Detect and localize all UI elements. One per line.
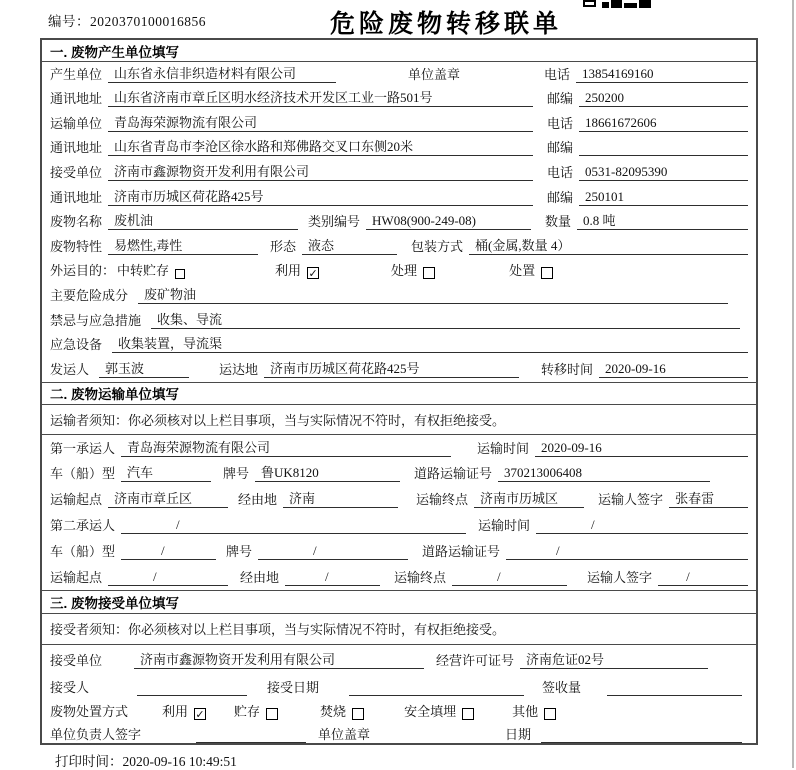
disposal-label: 废物处置方式 [50, 703, 129, 719]
unit-seal-label: 单位盖章 [318, 726, 371, 742]
plate2-label: 牌号 [226, 543, 253, 559]
end1-value: 济南市历城区 [474, 488, 584, 508]
receiver-notice-text: 接受者须知：你必须核对以上栏目事项，当与实际情况不符时，有权拒绝接受。 [50, 622, 506, 637]
plate1-label: 牌号 [223, 466, 250, 482]
transporter-notice-text: 运输者须知：你必须核对以上栏目事项，当与实际情况不符时，有权拒绝接受。 [50, 412, 506, 428]
sign2-label: 运输人签字 [587, 569, 653, 585]
addr2-label: 通讯地址 [50, 140, 103, 156]
carrier1-value: 青岛海荣源物流有限公司 [121, 437, 451, 457]
license1-label: 道路运输证号 [414, 466, 493, 482]
time1-label: 运输时间 [477, 440, 530, 456]
waste-name-label: 废物名称 [50, 214, 103, 230]
disposal-opt-other-checkbox [544, 708, 556, 720]
vehicle2-value: / [121, 543, 216, 560]
accept-date-label: 接受日期 [267, 679, 320, 695]
packing-value: 桶(金属,数量 4） [469, 235, 748, 255]
vehicle1-row [42, 461, 756, 487]
acceptor-label: 接受人 [50, 679, 90, 695]
accept-date-value [349, 680, 524, 696]
disposal-opt-use-checkbox: ✓ [195, 707, 205, 721]
accept-unit-row [42, 645, 756, 673]
plate1-value: 鲁UK8120 [255, 462, 400, 482]
form-value: 液态 [302, 235, 397, 255]
sender-label: 发运人 [50, 361, 90, 377]
origin1-value: 济南市章丘区 [108, 488, 228, 508]
print-time-line [55, 750, 237, 770]
waste-name-row [42, 210, 756, 235]
transporter-value: 青岛海荣源物流有限公司 [108, 112, 533, 132]
sign1-label: 运输人签字 [598, 492, 664, 508]
route1-row [42, 486, 756, 512]
accept-unit-value: 济南市鑫源物资开发利用有限公司 [134, 649, 424, 669]
transporter-address-row [42, 136, 756, 161]
via2-label: 经由地 [240, 569, 280, 585]
origin2-label: 运输起点 [50, 569, 103, 585]
permit-value: 济南危证02号 [520, 649, 708, 669]
hazard-value: 废矿物油 [138, 284, 728, 304]
equipment-row [42, 333, 756, 358]
accept-unit-label: 接受单位 [50, 652, 103, 668]
purpose-opt-transfer-checkbox [175, 269, 185, 279]
carrier2-label: 第二承运人 [50, 517, 116, 533]
plate2-value: / [258, 543, 408, 560]
equip-label: 应急设备 [50, 337, 103, 353]
end2-value: / [452, 569, 567, 586]
taboo-label: 禁忌与应急措施 [50, 312, 142, 328]
origin1-label: 运输起点 [50, 492, 103, 508]
vehicle1-label: 车（船）型 [50, 466, 116, 482]
receiver-address-row [42, 185, 756, 210]
addr3-label: 通讯地址 [50, 189, 103, 205]
disposal-opt-burn-label: 焚烧 [320, 703, 347, 719]
purpose-label: 外运目的： [50, 263, 116, 279]
disposal-opt-landfill-label: 安全填埋 [404, 703, 457, 719]
addr1-label: 通讯地址 [50, 91, 103, 107]
zip3-value: 250101 [579, 189, 748, 206]
serial-number-line [48, 10, 206, 30]
disposal-opt-other-label: 其他 [512, 703, 539, 719]
page-title: 危险废物转移联单 [330, 10, 563, 38]
carrier1-row [42, 435, 756, 461]
producer-value: 山东省永信非织造材料有限公司 [108, 63, 336, 83]
taboo-row [42, 308, 756, 333]
qty-label: 数量 [545, 214, 572, 230]
purpose-row [42, 259, 756, 284]
origin2-value: / [108, 569, 228, 586]
serial-value: 2020370100016856 [90, 14, 206, 29]
phone2-label: 电话 [547, 115, 574, 131]
hazard-row [42, 283, 756, 308]
zip3-label: 邮编 [547, 189, 574, 205]
head-sign-value [196, 727, 306, 743]
route2-row [42, 564, 756, 590]
receiver-notice-row [42, 614, 756, 645]
addr1-value: 山东省济南市章丘区明水经济技术开发区工业一路501号 [108, 87, 533, 107]
receiver-row [42, 160, 756, 185]
sign1-value: 张春雷 [669, 488, 748, 508]
transfer-manifest-form [40, 38, 758, 745]
phone2-value: 18661672606 [579, 115, 748, 132]
character-label: 废物特性 [50, 238, 103, 254]
zip1-value: 250200 [579, 90, 748, 107]
zip2-label: 邮编 [547, 140, 574, 156]
purpose-opt-transfer-label: 中转贮存 [117, 263, 170, 279]
hazard-label: 主要危险成分 [50, 287, 129, 303]
license2-value: / [506, 543, 748, 560]
equip-value: 收集装置，导流渠 [112, 333, 748, 353]
waste-character-row [42, 234, 756, 259]
via1-value: 济南 [283, 488, 398, 508]
sender-value: 郭玉波 [99, 358, 189, 378]
date2-label: 日期 [505, 726, 532, 742]
category-value: HW08(900-249-08) [366, 213, 531, 230]
transporter-notice-row [42, 405, 756, 435]
qr-code-fragment [583, 0, 655, 8]
print-time-label: 打印时间： [55, 754, 123, 769]
print-time-value: 2020-09-16 10:49:51 [122, 754, 237, 769]
addr3-value: 济南市历城区荷花路425号 [108, 186, 533, 206]
vehicle2-row [42, 538, 756, 564]
transporter-row [42, 111, 756, 136]
permit-label: 经营许可证号 [436, 652, 515, 668]
receiver-value: 济南市鑫源物资开发利用有限公司 [108, 161, 533, 181]
sender-row [42, 357, 756, 382]
section1-heading: 一. 废物产生单位填写 [42, 40, 756, 62]
head-sign-row [42, 724, 756, 747]
waste-name-value: 废机油 [108, 210, 298, 230]
producer-row [42, 62, 756, 87]
purpose-opt-treat-checkbox [423, 267, 435, 279]
license2-label: 道路运输证号 [422, 543, 501, 559]
transporter-label: 运输单位 [50, 115, 103, 131]
category-label: 类别编号 [308, 214, 361, 230]
head-sign-label: 单位负责人签字 [50, 726, 142, 742]
taboo-value: 收集、导流 [151, 309, 740, 329]
section3-heading: 三. 废物接受单位填写 [42, 590, 756, 614]
disposal-opt-landfill-checkbox [462, 708, 474, 720]
vehicle1-value: 汽车 [121, 462, 211, 482]
vehicle2-label: 车（船）型 [50, 543, 116, 559]
time1-value: 2020-09-16 [535, 440, 748, 457]
zip2-value [579, 140, 748, 156]
disposal-opt-store-checkbox [266, 708, 278, 720]
dest-label: 运达地 [219, 361, 259, 377]
disposal-row [42, 700, 756, 724]
disposal-opt-store-label: 贮存 [234, 703, 261, 719]
transfer-date-label: 转移时间 [541, 361, 594, 377]
receiver-label: 接受单位 [50, 164, 103, 180]
qty-value: 0.8 吨 [577, 210, 748, 230]
disposal-opt-use-label: 利用 [162, 703, 189, 719]
purpose-opt-dispose-checkbox [541, 267, 553, 279]
zip1-label: 邮编 [547, 91, 574, 107]
producer-address-row [42, 87, 756, 112]
carrier1-label: 第一承运人 [50, 440, 116, 456]
date2-value [541, 727, 742, 743]
amount-value [607, 680, 742, 696]
time2-value: / [536, 517, 748, 534]
purpose-opt-dispose-label: 处置 [509, 263, 536, 279]
end1-label: 运输终点 [416, 492, 469, 508]
purpose-opt-use-label: 利用 [275, 263, 302, 279]
packing-label: 包装方式 [411, 238, 464, 254]
producer-seal-label: 单位盖章 [408, 66, 461, 82]
amount-label: 签收量 [542, 679, 582, 695]
carrier2-row [42, 512, 756, 538]
via2-value: / [285, 569, 380, 586]
phone1-value: 13854169160 [576, 66, 748, 83]
purpose-opt-use-checkbox: ✓ [308, 267, 318, 281]
disposal-opt-burn-checkbox [352, 708, 364, 720]
acceptor-value [137, 680, 247, 696]
acceptor-row [42, 673, 756, 700]
addr2-value: 山东省青岛市李沧区徐水路和郑佛路交叉口东侧20米 [108, 136, 533, 156]
sign2-value: / [658, 569, 748, 586]
carrier2-value: / [121, 517, 466, 534]
transfer-date-value: 2020-09-16 [599, 361, 748, 378]
section2-heading: 二. 废物运输单位填写 [42, 382, 756, 405]
phone3-label: 电话 [547, 164, 574, 180]
end2-label: 运输终点 [394, 569, 447, 585]
phone3-value: 0531-82095390 [579, 164, 748, 181]
dest-value: 济南市历城区荷花路425号 [264, 358, 519, 378]
page-right-edge [792, 0, 794, 768]
form-label: 形态 [270, 238, 297, 254]
producer-label: 产生单位 [50, 66, 103, 82]
purpose-opt-treat-label: 处理 [391, 263, 418, 279]
license1-value: 370213006408 [498, 465, 710, 482]
phone1-label: 电话 [544, 66, 571, 82]
time2-label: 运输时间 [478, 517, 531, 533]
character-value: 易燃性,毒性 [108, 235, 258, 255]
via1-label: 经由地 [238, 492, 278, 508]
serial-label: 编号： [48, 14, 90, 29]
